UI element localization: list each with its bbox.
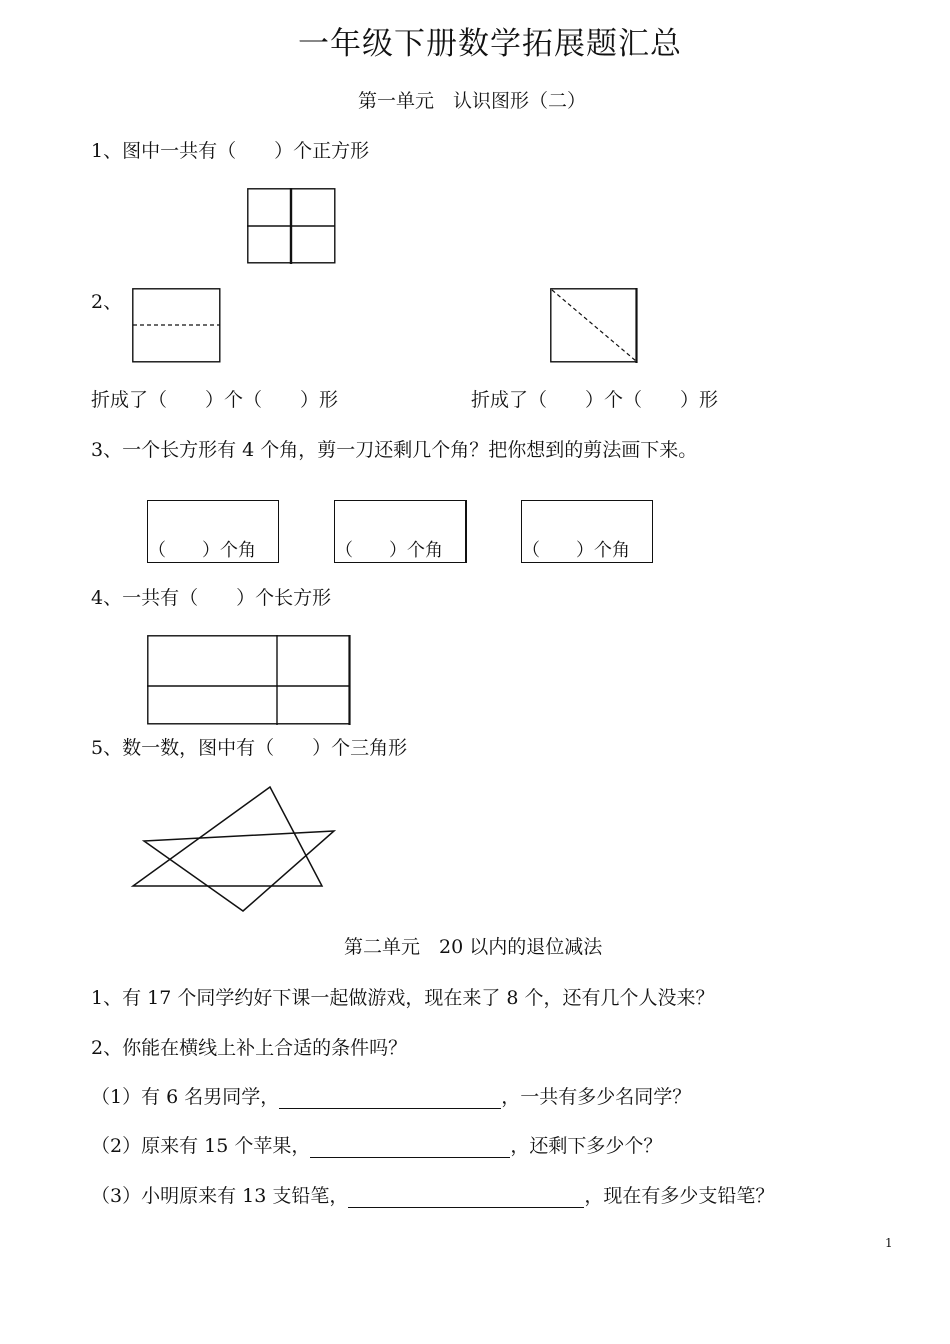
triangles-figure bbox=[130, 784, 340, 914]
condition-1-blank-line[interactable] bbox=[279, 1086, 501, 1109]
unit1-question-4: 4、一共有（ ）个长方形 bbox=[91, 587, 332, 609]
condition-item-2 bbox=[91, 1131, 662, 1158]
condition-2-blank-line[interactable] bbox=[310, 1135, 510, 1158]
condition-item-3 bbox=[91, 1181, 774, 1208]
condition-3-blank-line[interactable] bbox=[348, 1185, 584, 1208]
condition-3-prefix: （3）小明原来有 13 支铅笔， bbox=[91, 1185, 349, 1207]
corner-count-caption: （ ）个角 bbox=[522, 540, 630, 561]
fold-horizontal-figure bbox=[132, 288, 222, 364]
corner-count-caption: （ ）个角 bbox=[148, 540, 256, 561]
unit2-heading: 第二单元 20 以内的退位减法 bbox=[344, 936, 603, 958]
corner-count-caption: （ ）个角 bbox=[335, 540, 443, 561]
unit1-question-1: 1、图中一共有（ ）个正方形 bbox=[91, 140, 370, 162]
rectangles-grid-figure bbox=[147, 635, 353, 727]
unit1-question-2-label: 2、 bbox=[91, 291, 123, 313]
unit2-question-2: 2、你能在横线上补上合适的条件吗？ bbox=[91, 1037, 408, 1059]
condition-item-1 bbox=[91, 1082, 691, 1109]
unit2-question-1: 1、有 17 个同学约好下课一起做游戏，现在来了 8 个，还有几个人没来？ bbox=[91, 987, 715, 1009]
condition-1-suffix: ，一共有多少名同学？ bbox=[501, 1086, 692, 1108]
page-number: 1 bbox=[885, 1236, 893, 1250]
four-squares-figure bbox=[247, 188, 337, 266]
unit1-question-5: 5、数一数，图中有（ ）个三角形 bbox=[91, 737, 408, 759]
unit1-heading: 第一单元 认识图形（二） bbox=[358, 90, 587, 112]
condition-2-suffix: ，还剩下多少个？ bbox=[510, 1135, 663, 1157]
condition-2-prefix: （2）原来有 15 个苹果， bbox=[91, 1135, 311, 1157]
cut-rectangle-2 bbox=[334, 500, 467, 563]
page-title: 一年级下册数学拓展题汇总 bbox=[298, 26, 682, 62]
fold-left-answer: 折成了（ ）个（ ）形 bbox=[91, 389, 339, 411]
condition-3-suffix: ，现在有多少支铅笔？ bbox=[584, 1185, 775, 1207]
fold-diagonal-figure bbox=[550, 288, 640, 364]
fold-right-answer: 折成了（ ）个（ ）形 bbox=[471, 389, 719, 411]
cut-rectangle-1 bbox=[147, 500, 279, 563]
unit1-question-3: 3、一个长方形有 4 个角，剪一刀还剩几个角？把你想到的剪法画下来。 bbox=[91, 439, 698, 461]
condition-1-prefix: （1）有 6 名男同学， bbox=[91, 1086, 280, 1108]
cut-rectangle-3 bbox=[521, 500, 653, 563]
